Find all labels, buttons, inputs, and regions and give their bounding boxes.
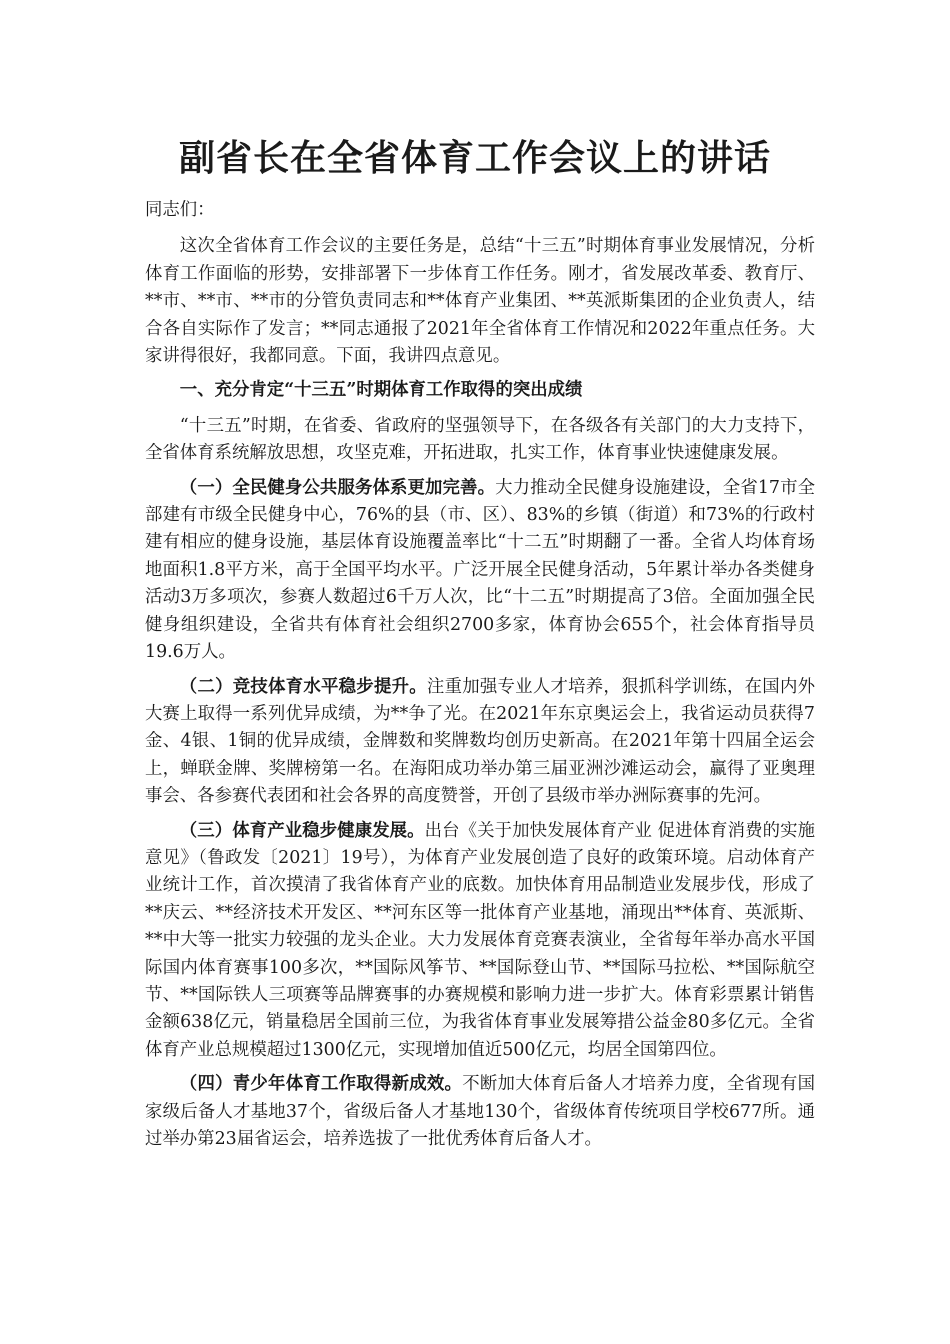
item-text: 出台《关于加快发展体育产业 促进体育消费的实施意见》（鲁政发〔2021〕19号），为体育产业发展创造了良好的政策环境。启动体育产业统计工作，首次摸清了我省体育产业的底数。加快体育用品制造业发展步伐，形成了**庆云、**经济技术开发区、**河东区等一批体育产业基地，涌现出**体育、英派斯、**中大等一批实力较强的龙头企业。大力发展体育竞赛表演业，全省每年举办高水平国际国内体育赛事100多次，**国际风筝节、**国际登山节、**国际马拉松、**国际航空节、**国际铁人三项赛等品牌赛事的办赛规模和影响力进一步扩大。体育彩票累计销售金额638亿元，销量稳居全国前三位，为我省体育事业发展筹措公益金80多亿元。全省体育产业总规模超过1300亿元，实现增加值近500亿元，均居全国第四位。: [145, 820, 815, 1060]
item-paragraph-1: [145, 475, 815, 667]
item-text: 大力推动全民健身设施建设，全省17市全部建有市级全民健身中心，76%的县（市、区）、83%的乡镇（街道）和73%的行政村建有相应的健身设施，基层体育设施覆盖率比“十二五”时期翻了一番。全省人均体育场地面积1.8平方米，高于全国平均水平。广泛开展全民健身活动，5年累计举办各类健身活动3万多项次，参赛人数超过6千万人次，比“十二五”时期提高了3倍。全面加强全民健身组织建设，全省共有体育社会组织2700多家，体育协会655个，社会体育指导员19.6万人。: [145, 477, 815, 663]
salutation: 同志们：: [145, 200, 215, 220]
item-paragraph-3: [145, 818, 815, 1065]
document-body: [145, 197, 815, 1160]
intro-paragraph: 这次全省体育工作会议的主要任务是，总结“十三五”时期体育事业发展情况，分析体育工作面临的形势，安排部署下一步体育工作任务。刚才，省发展改革委、教育厅、**市、**市、**市的分管负责同志和**体育产业集团、**英派斯集团的企业负责人，结合各自实际作了发言；**同志通报了2021年全省体育工作情况和2022年重点任务。大家讲得很好，我都同意。下面，我讲四点意见。: [145, 236, 815, 367]
item-text: 不断加大体育后备人才培养力度，全省现有国家级后备人才基地37个，省级后备人才基地130个，省级体育传统项目学校677所。通过举办第23届省运会，培养选拔了一批优秀体育后备人才。: [145, 1074, 815, 1149]
item-text: 注重加强专业人才培养，狠抓科学训练，在国内外大赛上取得一系列优异成绩，为**争了光。在2021年东京奥运会上，我省运动员获得7金、4银、1铜的优异成绩，金牌数和奖牌数均创历史新高。在2021年第十四届全运会上，蝉联金牌、奖牌榜第一名。在海阳成功举办第三届亚洲沙滩运动会，赢得了亚奥理事会、各参赛代表团和社会各界的高度赞誉，开创了县级市举办洲际赛事的先河。: [145, 676, 815, 807]
item-lead: （二）竞技体育水平稳步提升。: [179, 676, 427, 697]
item-lead: （三）体育产业稳步健康发展。: [179, 820, 425, 841]
section-heading: 一、充分肯定“十三五”时期体育工作取得的突出成绩: [179, 380, 583, 401]
page-title: 副省长在全省体育工作会议上的讲话: [178, 137, 771, 179]
section-intro-paragraph: “十三五”时期，在省委、省政府的坚强领导下，在各级各有关部门的大力支持下，全省体育系统解放思想，攻坚克难，开拓进取，扎实工作，体育事业快速健康发展。: [145, 415, 815, 464]
item-lead: （四）青少年体育工作取得新成效。: [179, 1074, 463, 1095]
item-paragraph-2: [145, 674, 815, 811]
item-lead: （一）全民健身公共服务体系更加完善。: [179, 477, 496, 498]
item-paragraph-4: [145, 1071, 815, 1153]
